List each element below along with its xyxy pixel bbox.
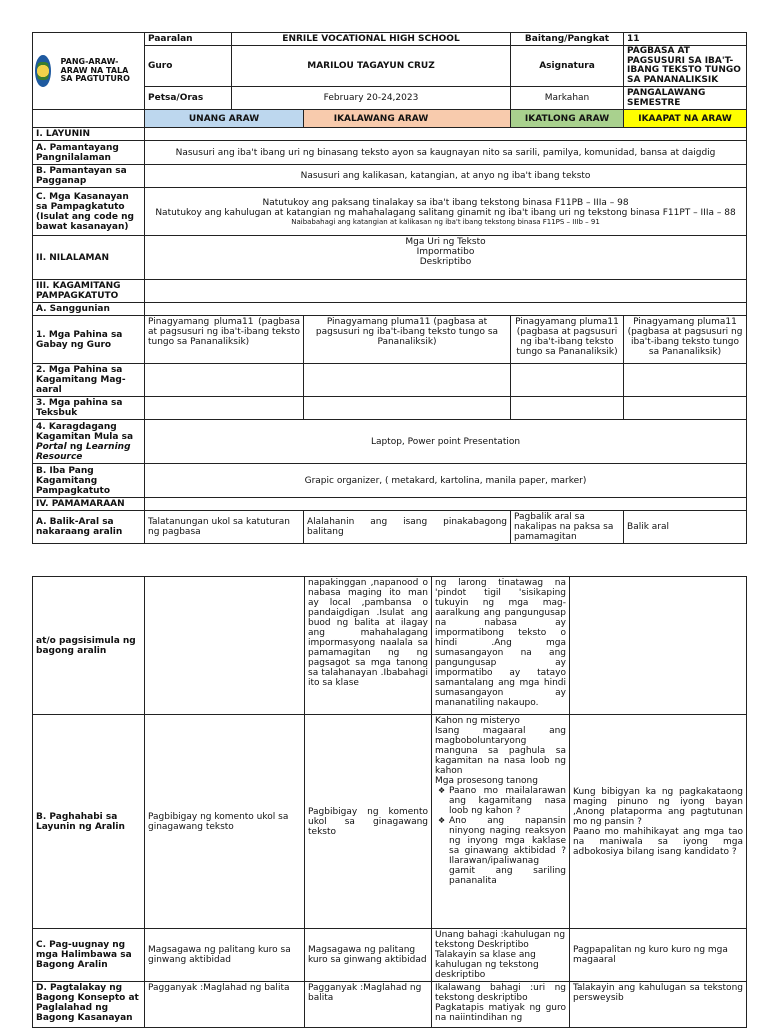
subject-value: PAGBASA AT PAGSUSURI SA IBA'T-IBANG TEKSTO TUNGO SA PANANALIKSIK [624,46,747,87]
balik-day-2: Alalahanin ang isang pinakabagong balitang [304,511,511,544]
mystery-box-title: Kahon ng misteryo [435,716,520,726]
paguugnay-day-1: Magsagawa ng palitang kuro sa ginwang aktibidad [145,929,305,982]
paguugnay-day-4: Pagpapalitan ng kuro kuro ng mga magaaral [570,929,747,982]
karagdagang-label: 4. Karagdagang Kagamitan Mula sa Portal ng Learning Resource [33,420,145,464]
day-4-header: IKAAPAT NA ARAW [624,110,747,128]
kasanayan-line-1: Natutukoy ang paksang tinalakay sa iba't ibang tekstong binasa F11PB – IIIa – 98 [262,197,629,208]
paguugnay-label: C. Pag-uugnay ng mga Halimbawa sa Bagong Aralin [33,929,145,982]
iba-value: Grapic organizer, ( metakard, kartolina, manila paper, marker) [145,464,747,498]
pamamaraan-label: IV. PAMAMARAAN [33,498,145,511]
gabay-day-3: Pinagyamang pluma11 (pagbasa at pagsusuri ng iba't-ibang teksto tungo sa Pananaliksik) [511,316,624,364]
days-blank-cell [33,110,145,128]
day-3-header: IKATLONG ARAW [511,110,624,128]
mystery-box-body: Isang magaaral ang magboboluntaryong manguna sa paghula sa kagamitan na nasa loob ng kahon [435,726,566,776]
list-item: ❖ Paano mo mailalarawan ang kagamitang nasa loob ng kahon ? [438,786,566,816]
gabay-day-1: Pinagyamang pluma11 (pagbasa at pagsusuri ng iba't-ibang teksto tungo sa Pananaliksik) [145,316,304,364]
balik-day-1: Talatanungan ukol sa katuturan ng pagbasa [145,511,304,544]
day-1-header: UNANG ARAW [145,110,304,128]
pagganap-label: B. Pamantayan sa Pagganap [33,165,145,188]
paghahabi-day-4: Kung bibigyan ka ng pagkakataong maging pinuno ng iyong bayan ,Anong plataporma ang pagtutunan mo ng pansin ? Paano mo mahihikayat ang mga tao na maniwala sa iyong mga adbokosiya bilang isang kandidato ? [570,715,747,929]
balik-label: A. Balik-Aral sa nakaraang aralin [33,511,145,544]
pagganap-value: Nasusuri ang kalikasan, katangian, at anyo ng iba't ibang teksto [145,165,747,188]
nilalaman-line-3: Deskriptibo [419,257,472,267]
pagsisimula-day-4 [570,577,747,715]
pagtalakay-day-4: Talakayin ang kahulugan sa tekstong persweysib [570,982,747,1028]
dll-page-2 [32,576,747,1028]
teacher-label: Guro [145,46,232,87]
list-item: ❖ Ano ang napansin ninyong naging reaksyon ng inyong mga kaklase sa ginawang aktibidad ? Ilarawan/ipaliwanag gamit ang sariling pananalita [438,816,566,886]
karagdagang-value: Laptop, Power point Presentation [145,420,747,464]
teacher-value: MARILOU TAGAYUN CRUZ [232,46,511,87]
form-header-cell [33,33,145,110]
paghahabi-day-3 [432,715,570,929]
process-questions-list [435,786,566,886]
gabay-label: 1. Mga Pahina sa Gabay ng Guro [33,316,145,364]
pagsisimula-day-1 [145,577,305,715]
date-value: February 20-24,2023 [232,87,511,110]
paguugnay-day-3: Unang bahagi :kahulugan ng tekstong Deskriptibo Talakayin sa klase ang kahulugan ng tekstong deskriptibo [432,929,570,982]
magaaral-label: 2. Mga Pahina sa Kagamitang Mag-aaral [33,364,145,397]
iba-label: B. Iba Pang Kagamitang Pampagkatuto [33,464,145,498]
pagtalakay-day-3: Ikalawang bahagi :uri ng tekstong deskriptibo Pagkatapis matiyak ng guro na naiintindihan ng [432,982,570,1028]
balik-day-4: Balik aral [624,511,747,544]
kasanayan-label: C. Mga Kasanayan sa Pampagkatuto (Isulat ang code ng bawat kasanayan) [33,188,145,236]
subject-label: Asignatura [511,46,624,87]
pagsisimula-day-3: ng larong tinatawag na 'pindot tigil 'sisikaping tukuyin ng mga mag-aaralkung ang pangungusap na nabasa ay impormatibong teksto o hindi .Ang mga sumasangayon na ang pangungusap ay impormatibo ay tatayo samantalang ang mga hindi sumasangayon ay mananatiling nakaupo. [432,577,570,715]
grade-label: Baitang/Pangkat [511,33,624,46]
pagtalakay-label: D. Pagtalakay ng Bagong Konsepto at Paglalahad ng Bagong Kasanayan [33,982,145,1028]
school-value: ENRILE VOCATIONAL HIGH SCHOOL [232,33,511,46]
nilalaman-label: II. NILALAMAN [33,236,145,280]
pagsisimula-label: at/o pagsisimula ng bagong aralin [33,577,145,715]
paghahabi-day-1: Pagbibigay ng komento ukol sa ginagawang teksto [145,715,305,929]
kagamitan-label: III. KAGAMITANG PAMPAGKATUTO [33,280,145,303]
diamond-bullet-icon: ❖ [438,816,446,825]
process-questions-title: Mga prosesong tanong [435,776,538,786]
gabay-day-4: Pinagyamang pluma11 (pagbasa at pagsusuri ng iba't-ibang teksto tungo sa Pananaliksik) [624,316,747,364]
quarter-label: Markahan [511,87,624,110]
teksbuk-label: 3. Mga pahina sa Teksbuk [33,397,145,420]
nilalaman-line-1: Mga Uri ng Teksto [405,237,486,247]
layunin-heading: I. LAYUNIN [33,128,145,141]
pamantayang-value: Nasusuri ang iba't ibang uri ng binasang teksto ayon sa kaugnayan nito sa sarili, pamilya, komunidad, bansa at daigdig [145,141,747,165]
kasanayan-value [145,188,747,236]
quarter-value: PANGALAWANG SEMESTRE [624,87,747,110]
diamond-bullet-icon: ❖ [438,786,446,795]
kasanayan-line-3: Naibabahagi ang katangian at kalikasan ng iba't ibang tekstong binasa F11PS – IIIb – 91 [291,217,600,226]
kasanayan-line-2: Natutukoy ang kahulugan at katangian ng mahahalagang salitang ginamit ng iba't ibang uri ng tekstong binasa F11PT – IIIa – 88 [155,207,736,218]
pagtalakay-day-1: Pagganyak :Maglahad ng balita [145,982,305,1028]
pagsisimula-day-2: napakinggan ,napanood o nabasa maging ito man ay local ,pambansa o pandaigdigan .Isulat ang buod ng balita at ilagay ang mahahalagang impormasyong naalala sa pamamagitan ng ng pagsagot sa mga tanong sa talahanayan .Ibabahagi ito sa klase [305,577,432,715]
pamantayang-label: A. Pamantayang Pangnilalaman [33,141,145,165]
school-label: Paaralan [145,33,232,46]
balik-day-3: Pagbalik aral sa nakalipas na paksa sa pamamagitan [511,511,624,544]
sanggunian-label: A. Sanggunian [33,303,145,316]
school-seal-icon [35,55,51,87]
paguugnay-day-2: Magsagawa ng palitang kuro sa ginwang aktibidad [305,929,432,982]
gabay-day-2: Pinagyamang pluma11 (pagbasa at pagsusuri ng iba't-ibang teksto tungo sa Pananaliksik) [304,316,511,364]
paghahabi-day-2: Pagbibigay ng komento ukol sa ginagawang teksto [305,715,432,929]
nilalaman-line-2: Impormatibo [416,247,475,257]
date-label: Petsa/Oras [145,87,232,110]
nilalaman-value [145,236,747,280]
form-title: PANG-ARAW-ARAW NA TALA SA PAGTUTURO [60,57,130,84]
dll-page-1 [32,32,747,544]
day-2-header: IKALAWANG ARAW [304,110,511,128]
pagtalakay-day-2: Pagganyak :Maglahad ng balita [305,982,432,1028]
paghahabi-label: B. Paghahabi sa Layunin ng Aralin [33,715,145,929]
grade-value: 11 [624,33,747,46]
